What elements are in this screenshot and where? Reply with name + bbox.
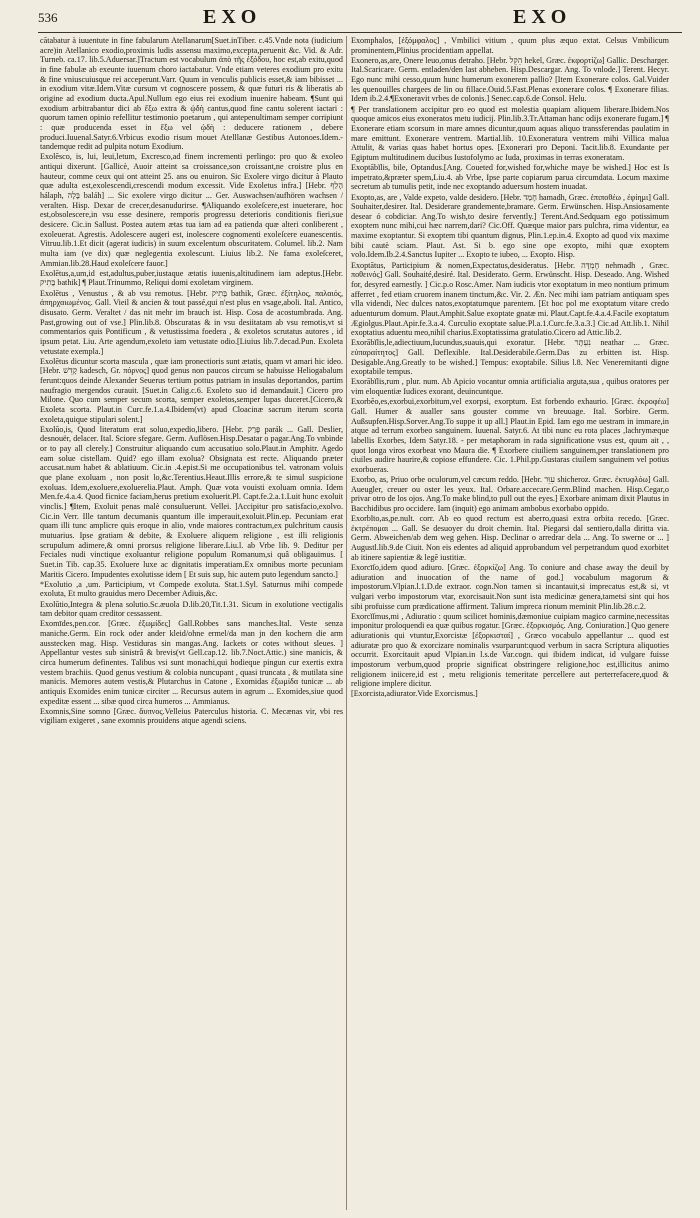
dictionary-entry: Exolētus,a,um,id est,adultus,puber,iustaque ætatis iuuenis,altitudinem iam adeptus.[Hebr. בָּתִיק bathik] ¶ Plaut.Trinummo, Reliqui domi exoletam virginem. [40,268,343,288]
dictionary-entry: Exonero,as,are, Onere leuo,onus detraho. [Hebr. הֵקֵל hekel, Græc. ἐκφορτίζω] Gallic. Descharger. Ital.Scaricare. Germ. entladen/den last abheben. Hisp.Descargar. Ang. To vnlode.] Terent. Hecyr. Ego nunc mihi cesso,quum hunc humerum exonerem pallio? [Item Exonerare colos. Gal.Vuider les quenouilles chargees de lin ou fillace.Ouid.5.Fast.Plenas exonerare colos. ¶ Exonerare filias. Idem ib.2.4.¶Exoneravit vrbes de colonis.] Senec.cap.6.de Consol. Helu. [351,55,669,104]
dictionary-entry: Exolūo,is, Quod literatum erat soluo,expedio,libero. [Hebr. פָּרַק parák ... Gall. Deslier, desnouër, delacer. Ital. Sciore sfegare. Germ. Auflösen.Hisp.Desatar o pagar.Ang.To vnbinde or to pay all clerely.] Construitur aliquando cum accusatiuo solo.Plaut.in Amphitr. Agedo eam solue cistellam. Quid? ego illam exolua? Obsignata est recte. Aliquando præter accusat.num habet & ablatiuum. Cic.in .4.epist.Si me occupationibus tel. vatronam voluis que plane exoluam , non posit lo,&c.Terentius.Heaut.Illis errore,& te simul suspicione exoluas. Idem,exoluere,exoluerelia.Plaut. Amph. Quæ vota vouisti exoluam omnia. Idem Men.fe.4.a.4. Quod ficnice faciam,herus pretium exoluerit.Pl. Capt.fe.2.a.1.Luit hunc exoluit vinclis.] ¶Item, Exoluit penas malè consuluerunt. Vellei. ]Accipitur pro satisfacio,exolvo. Cic.in Verr. Ille tantum decumanis quantum ille imperauit,exoluit.Plin.ep. Pecuniam erat quam illi tunc amplicre quis eroque in alio, vnde maiores contractum,ex pulchritum causis mutuarius. Ipse gratiam & debite, & Exoluere aliquem religione , est illi religionis scrupulum adimere,& omni prorsus religione liberare.Liu.l. ab Vrbe lib. 9. Deditur per Feciales nudi vinctique exoluantur religione populum Romanum,si quâ obligauimus. [ Suet.in Tib. cap.35. Exoluere luxe ac dignitatis imperatiam.Ex omnibus morte pecuniam Maritis Cicero. Impudentes exolutisse idem [ Et suis sup, hic autem puto legendum sancto.] [40,424,343,579]
page-number: 536 [38,10,58,25]
dictionary-entry: cātabatur à iuuentute in fine fabularum Atellanarum[Suet.inTiber. c.45.Vnde nota (iudicium acre)in Atellanico exodio,proximis ludis assensu maximo,excepta,peruenit &c. Vid. & Adr. Turneb. ca.17. lib.5.Aduersar.]Tractum est vocabulum ἀπὸ τῆς ἐξόδου, hoc est,ab exitu,quod in fine fabulæ ab exeunte iuuenum choro iactabatur. Vnde etiam veteres exodium pro exitu & fine vniuscuiusque rei acceperunt.Varr. Quum in venculis publicis esset,& iam bibisset ... in exodium vitæ.Idem.Vitæ cursum vt cognoscere possem, & quæ futuri ris & liberatis ab origine ad exodium ducta.Apul.Nullum ego eius rei exodium inuenire habeam. ¶Sunt qui exodium arbitrabantur dici ab ἔξω extra & ᾠδὴ cantus,quod fine cantu solerent iactari : quorum tamen opinio refellitur testimonio poetarum , qui antepenultimam semper corripiunt : quæ producenda esset in ἔξω vel ᾠδὴ : deducere rationem , debere produci.Iuuenal.Satyr.6.Vrbicus exodio risum mouet Atelllanæ Gestibus Autonoes.Idem.-tandemque redit ad pulpita notum Exodium. [40,36,343,152]
header-rule [38,32,682,33]
dictionary-entry: Exolētus dicuntur scorta mascula , quæ iam pronectioris sunt ætatis, quam vt amari hic ideo. [Hebr. קָדֵשׁ kadesch, Gr. πόρνος] quod genus non paucos circum se habuisse Heliogabalum ferunt:quos deinde Alexander Seuerus tertium pottus patriam in insulas deportandos, partim naufragio mergendos curauit. [Suet.in Calig.c.6. Exoleto suo id demandauit.] Cicero pro Milone. Quo cum semper secum scorta, semper exoletos,semper lupas duceret.[Cicero,& Exoleta scorta. Plaut.in Curc.fe.1.a.4.Ibidem(vt) apud Cloacinæ sacrum iterum scorta exoleta,quique stipulari solent.] [40,356,343,424]
left-column [40,36,343,1212]
dictionary-entry: Exolēsco, is, lui, leui,letum, Excresco,ad finem incrementi perlingo: pro quo & exoleo antiqui dixerunt. [Gallicè, Auoir atteint sa croissance,son croissant,ne croistre plus en hauteur, comme ceux qui ont atteint 25. ans ou enuiron. Sic Exolere virgo dicitur à Plauto quæ adulta est,exolescendi,crescendi modum excessit. Vide Exoletus infra.] [Hebr. הָלַף hálaph, בָּלָה baláh] ... Sic exolere virgo dicitur ... Ger. Auswachsen/aufhören wachsen / veralten. Hisp. Dexar de crecer,desanudurirse. ¶Aliquando exoleſcere,est inueterare, hoc est,obsolescere,in vsu esse desinere, remporis progressu deterioris conditionis fieri,sue desicere. Cic.in Sallust. Postea autem ætas tua iam ad ea patienda quæ alteri conliberent , exoleuerat. Agrestis. Adolescere augeri est, inolescere cognomenti exoleſcere euanescentis. Vitruu.lib.1.Et dicit (agerat iudicis) in suum excelentum obscuritatem. Columel. lib.2. Nam multa iam (ve dix) quæ neglegentia exolescunt. Liuius lib.2. Ne fama exoleſceret, Ammian.lib.28.Haud exoleſcere fauor.] [40,152,343,268]
dictionary-entry: Exorābĭlis,le,adiectiuum,Iucundus,suauis,qui exoratur. [Hebr. נִעְתָּר neathar ... Græc. εὐπαραίτητος] Gall. Deflexible. Ital.Desiderabile.Germ.Das zu erbitten ist. Hisp. Desigable.Ang.Greatly to be wished.] Tempus: exoptabile. Silius l.8. Nec Veneremitanti digne exoptabile tempus. [351,338,669,377]
dictionary-entry: Exopto,as, are , Valde expeto, valde desidero. [Hebr. חָמַד hamadh, Græc. ἐπιποθέω , ἐφίημι] Gall. Souhaiter,desirer. Ital. Desiderare grandemente,bramare. Germ. Erwünschen. Hisp.Ansiosamente desear ó cobdiciar. Ang.To wish,to desire fervently.] Terent.And.Sedquam ego potissimum exoptem nunc mihi,cui hæc narrem,dari? Cic.Off. Quæque maior pars pulchra, rima videntur, ea maxime exoptantur. Si exoptem tibi quantum dignus, Plin.1.ep.in.4. Exopto ad quod vix maxime bibi cautè sciam. Plaut. Ast. Si b. ego sine ope exopto, mihi quæ exoptem volo.Idem.Ib.2.4.Sanctus Iupiter ... Exopto te iubeo, ... Exopto. Hisp. [351,192,669,260]
dictionary-entry: *Exolutio ,a ,um. Participium, vt Compede exoluta. Stat.1.Syl. Saturnus mihi compede exoluta, Et multo grauidus mero December Adiuis,&c. [40,579,343,599]
dictionary-entry: Exolūtio,Integra & plena solutio.Sc.æuola D.lib.20,Tit.1.31. Sicum in exolutione vectigalis tam debitor quam creditor cessassent. [40,599,343,619]
dictionary-entry: Exolētus , Venustus , & ab vsu remotus. [Hebr. בָּתִיק bathik, Græc. ἐξίτηλος, παλαιός, ἀπηρχαιωμένος. Gall. Vieil & ancien & tout passé,qui n'est plus en vsage,aboli. Ital. Antico, disusato. Germ. Veraltet / das nit mehr im brauch ist. Hisp. Cosa de acostumbrada. Ang. Past,growing out of vse.] Plin.lib.8. Obscuratas & in vsu desiitatam ab vsu remotis,vt si commentarios quis Pontificum , & vetustissima foedera , & exoletos scrutatus autores , id ipsum petat. Liu. Arte agendum,exoleto iam vetustate odio.[Liuius lib.7.decad.Pun. Exoleta vetustate exempla.] [40,288,343,356]
page-header [38,6,676,32]
dictionary-entry: Exomphalos, [ἐξόμφαλος] , Vmbilici vitium , quum plus æquo extat. Celsus Vmbilicum prominentem,Plinius procidentiam appellat. [351,36,669,55]
running-head-left: EXO [203,6,262,28]
running-head-right: EXO [513,6,572,28]
dictionary-entry: Exomīdes,pen.cor. [Græc. ἐξωμίδες] Gall.Robbes sans manches.Ital. Veste senza maniche.Germ. Ein rock oder ander kleid/ohne ermel/da man jn den kochern die arm ausstecken mag. Hisp. Vestiduras sin mangas.Ang. Iackets or cotes without sleues. ] Appellantur vestes sub sinistrâ & brevis(vt Gell.cap.12. lib.7.Noct.Attic.) sine manicis, & circa humerum definentes. Talibus vsi sunt monachi,qui hodieque pingun cur exertis extra vestem brachiis. Quod genus vestium & colobia nuncupant , quasi truncata , & mutilata sine manicis. Memores autem vestis,& Plutarchus in Catone , Exomidas ἐξωμίδα tunicæ ... ab antiquis Exomides enim tunicæ circiter ... Recursus autem in agrum ... Exomides,siue quod expeditæ essent ... sibæ quod circa humeros ... Ammianus. [40,619,343,706]
right-column [351,36,669,1212]
dictionary-entry: ¶ Per translationem accipitur pro eo quod est molestia quapiam aliquem liberare.Ibidem.Nos quoque amicos eius exoneratos metu iudicij. Plin.lib.3.Tr.Attaman hanc odijs exonerare fugam.] ¶ Exonerare etiam scorsum in mare amnes dicuntur,quum aquas aliquo transsferendas paulatim in mare emittunt. Exonerare ventrem. Martial.lib. 10.Exoneratura ventrem mihi Villica malua Attulit, & varias quas habet hortus opes. [Exonerari pro Deponi. Tacit.lib.8. Exundante per Egiptum multitudinem ducibus Iustofolymo ac Iuda, proximas in terras exoneratam. [351,104,669,162]
dictionary-entry: [Exorcista,adiurator.Vide Exorcismus.] [351,689,478,699]
dictionary-entry: Exorbĕo,es,exorbui,exorbitum,vel exorpsi, exorptum. Est forbendo exhaurio. [Græc. ἐκροφέω] Gall. Humer & aualler sans gouster comme vn breuuage. Ital. Sorbire. Germ. Außsupfen.Hisp.Sorver.Ang.To suppe it up all.] Plaut.in Epid. Iam ego me uestram in immare,in atque ad terrum exorbeo sanguinem. Iuuenal. Satyr.6. At tibi nunc eu rota places ,lachrymæque labellis Exorbes, Idem Satyr.18. - per metaphoram in rada significatione vsus est, quum ait , , quot longa viros exorbeat vno Maura die. ¶ Exorbere ciuiliem sanguinem,per translationem pro ciuiles audire haurire,& copiose effundere. Cic. 1.Phil.pp.Gustaras ciuilem sanguinem vel potius exorbueras. [351,397,669,474]
dictionary-entry: Exorbo, as, Priuo orbe oculorum,vel cæcum reddo. [Hebr. עִוֵּר shicheroz. Græc. ἐκτυφλόω] Gall. Aueugler, creuer ou oster les yeux. Ital. Orbare.accecare.Germ.Blind machen. Hisp.Cegar,o privar otro de los ojos. Ang.To make blind,to pull out the eyes.] Exorbare animam dixit Plautus in Bacchidibus pro occidere. Iam (inquit) ego animam ambobus exorbabo oppido. [351,475,669,513]
dictionary-entry: Exorābĭlis,rum , plur. num. Ab Apicio vocantur omnia artificialia arguta,sua , quibus oratores per vim eloquentiæ Iudices exorant, deuincuntque. [351,377,669,397]
dictionary-entry: Exoptābĭlis, bile, Optandus.[Ang. Coueted for,wished for,whiche maye be wished.] Hoc est Is impetrato,&præter spem,Liu.4. ab Vrbe, Ipse parte copiarum parua circumdata. Locum maxime secretum ab tumulis petit, inde nec exoptando aduersum hostem inuadat. [351,163,669,192]
dictionary-entry: Exomnis,Sine somno [Græc. ἄυπνος.Velleius Paterculus historia. C. Mecænas vir, vbi res vigiliam exigeret , sane exomnis prouidens atque agendi sciens. [40,706,343,726]
dictionary-entry: Exorbĭto,as,pe.nult. corr. Ab eo quod rectum est aberro,quasi extra orbita recedo. [Græc. ἐκτρέπομαι ... Gall. Se desuoyer du droit chemin. Ital. Piegarsi dal sentiero,dalla diritta via. Germ. Abweichen/ab dem weg gehen. Hisp. Declinar o arredrar dela ... Ang. To swerne or ... ] Augustl.lib.9.de Ciuit. Non eis edentes ad aliquid approbandum vel perpetrandum quod exorbitet ab itinere sapientiæ & legē iustitiæ. [351,514,669,562]
dictionary-entry: Exorcīſo,idem quod adiuro. [Græc. ἐξορκίζω] Ang. To coniure and chase away the deuil by adiuration and inuocation of the name of god.] vocabulum magorum & impostorum.Vlpian.l.1.D.de extraor. cogn.Non tamen si incantauit,si imprecatus est,& si, vt vulgari verbo impostorum vtar, exorcisauit.Non sunt ista medicinæ genera,tametsi sint qui hos sibi profuisse cum prædicatione affirment. Talium impreca rionum meminit Plin.lib.28.c.2. [351,562,669,611]
column-divider [346,36,347,1210]
dictionary-entry: Exoptātus, Participium & nomen,Expectatus,desideratus. [Hebr. חֶמְדָּה nehmadh , Græc. ποθεινός] Gall. Souhaité,desiré. Ital. Desiderato. Germ. Erwünscht. Hisp. Deseado. Ang. Wished for, desyred earnestly. ] Cic.p.o Rosc.Amer. Nam iudicis vtor exoptatum in meo nontium primum afferret , fed etiam cruorem inanem tinctum,&c. Vir. 2. Æn. Nec mihi iam patriam antiquam spes vlla videndi, Nec dulces natos,exoptatumque parentem. [Et hoc pol me exoptatum vitare credo aduenturum domum. Plaut.Amphit.Salue exoptate gnatæ mi. Plaut.Capt.fe.4.a.4.Facile exoptatum Ægiolgus.Plaut.Apir.fe.3.a.4. Curculio exoptate salue.Pl.a.1.Curc.fe.3.a.3.] Cic.ad Att.lib.1. Nihil exoptatius aduentu meo,nihil charius.Exoptatissima gratulatio.Cicero ad Attic.lib.2. [351,260,669,338]
dictionary-entry: Exorcĭſmus,mi , Adiuratio : quum scilicet hominis,dæmoniue cuipiam magico carmine,necessitas imponitur proloquendi ea quæ quibus rogatur. [Græc. ἐξορκισμός. Ang. Coniuration.] Quo genere adiurationis qui vtuntur,Exorcistæ [ἐξορκισταί] , Græco vocabulo appellantur ... quod est adiuratæ pro quo & exorcizare nominalis vsurparunt:quod verbum in sacra Scriptura aliquoties occurrit. Exorcitauit apud Vlpian.in l.s.de Var.cogn. qui ibidem indicat, id vulgare fuisse impostorum verbum,quod proprie significat obstringere religione,hoc est,illicitus animo religionem iniicere,id est , metu religionis temeritate percellere aut perterrefacere,quod & religione implere dicitur. [351,611,669,689]
